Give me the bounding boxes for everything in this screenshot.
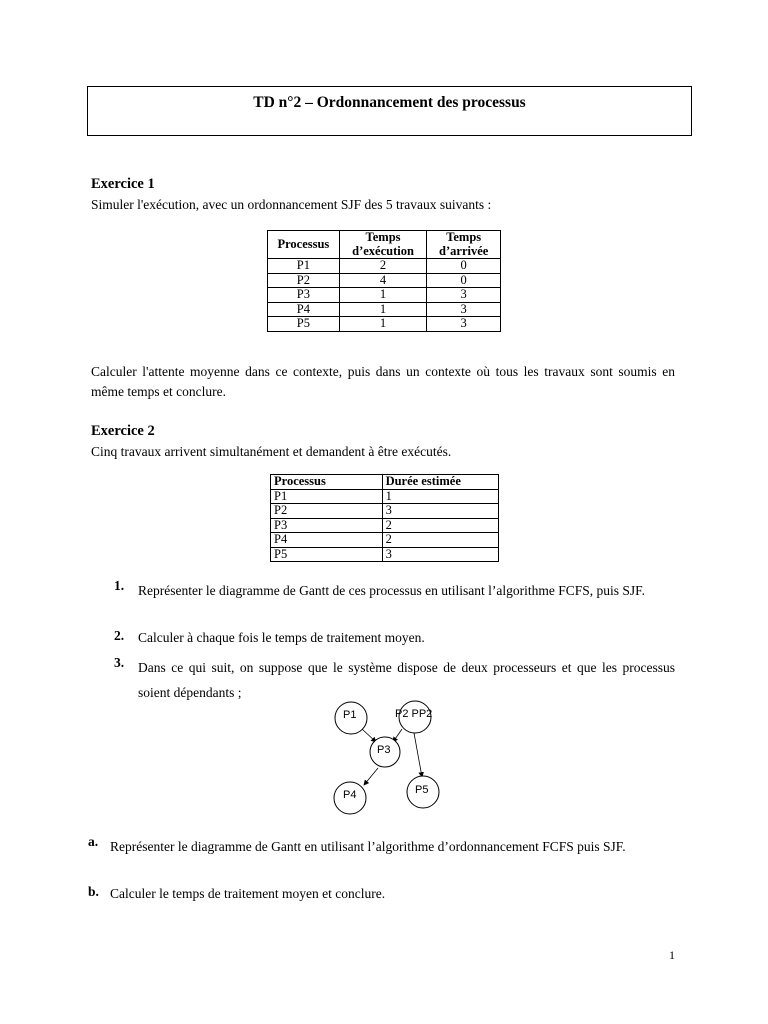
table-row <box>271 533 499 548</box>
dependency-graph <box>320 695 450 820</box>
table-cell: P4 <box>271 533 383 548</box>
exercise-1-intro: Simuler l'exécution, avec un ordonnancement SJF des 5 travaux suivants : <box>91 197 492 212</box>
title-box <box>87 86 692 136</box>
subitem-text: Représenter le diagramme de Gantt en utilisant l’algorithme d’ordonnancement FCFS puis SJF. <box>110 839 626 854</box>
subitem-letter: a. <box>88 834 99 849</box>
table-cell: 2 <box>382 533 498 548</box>
column-header: Temps d’arrivée <box>427 231 501 259</box>
node-label: P2 PP2 <box>395 708 433 720</box>
table-cell: 2 <box>382 518 498 533</box>
subitem-text: Calculer le temps de traitement moyen et conclure. <box>110 886 386 901</box>
page-number: 1 <box>669 948 675 962</box>
edge-p3-p4 <box>364 768 378 785</box>
table-cell: 0 <box>427 259 501 274</box>
table-row <box>268 317 501 332</box>
table-cell: 2 <box>339 259 427 274</box>
table-row <box>271 547 499 562</box>
table-row <box>271 504 499 519</box>
subitem-letter: b. <box>88 884 99 899</box>
column-header: Processus <box>271 475 383 490</box>
item-number: 2. <box>114 628 125 643</box>
table-row <box>268 259 501 274</box>
table-cell: 1 <box>339 302 427 317</box>
column-header: Durée estimée <box>382 475 498 490</box>
table-row <box>268 302 501 317</box>
column-header: Processus <box>268 231 340 259</box>
table-cell: P5 <box>268 317 340 332</box>
table-cell: P2 <box>268 273 340 288</box>
table-cell: 3 <box>382 547 498 562</box>
table-cell: 4 <box>339 273 427 288</box>
table-cell: P3 <box>271 518 383 533</box>
node-label: P5 <box>415 784 429 796</box>
table-cell: 1 <box>382 489 498 504</box>
table-cell: P5 <box>271 547 383 562</box>
exercise-1-heading: Exercice 1 <box>91 176 155 192</box>
table-cell: 3 <box>382 504 498 519</box>
exercise-2-table <box>270 474 499 562</box>
table-cell: P2 <box>271 504 383 519</box>
exercise-2-intro: Cinq travaux arrivent simultanément et demandent à être exécutés. <box>91 444 452 459</box>
column-header: Temps d’exécution <box>339 231 427 259</box>
edge-p2-p5 <box>414 733 422 777</box>
table-cell: P1 <box>268 259 340 274</box>
table-cell: P3 <box>268 288 340 303</box>
exercise-1-question: Calculer l'attente moyenne dans ce contexte, puis dans un contexte où tous les travaux sont soumis en même temps et conclure. <box>91 364 675 399</box>
table-row <box>268 288 501 303</box>
exercise-2-heading: Exercice 2 <box>91 423 155 439</box>
table-cell: 3 <box>427 317 501 332</box>
exercise-1-table <box>267 230 501 332</box>
table-cell: 3 <box>427 288 501 303</box>
table-cell: 3 <box>427 302 501 317</box>
table-header-row <box>268 231 501 259</box>
node-label: P3 <box>377 744 391 756</box>
item-number: 3. <box>114 655 125 670</box>
table-cell: P1 <box>271 489 383 504</box>
table-cell: 1 <box>339 317 427 332</box>
item-text: Représenter le diagramme de Gantt de ces processus en utilisant l’algorithme FCFS, puis SJF. <box>138 583 645 598</box>
table-cell: 0 <box>427 273 501 288</box>
table-header-row <box>271 475 499 490</box>
page-title: TD n°2 – Ordonnancement des processus <box>253 94 526 111</box>
table-row <box>271 518 499 533</box>
item-number: 1. <box>114 578 125 593</box>
table-row <box>271 489 499 504</box>
table-cell: P4 <box>268 302 340 317</box>
item-text: Calculer à chaque fois le temps de traitement moyen. <box>138 630 425 645</box>
node-label: P1 <box>343 709 357 721</box>
node-label: P4 <box>343 789 357 801</box>
edge-p1-p3 <box>362 729 376 742</box>
table-row <box>268 273 501 288</box>
item-text: Dans ce qui suit, on suppose que le système dispose de deux processeurs et que les processus soient dépendants ; <box>138 660 675 700</box>
table-cell: 1 <box>339 288 427 303</box>
